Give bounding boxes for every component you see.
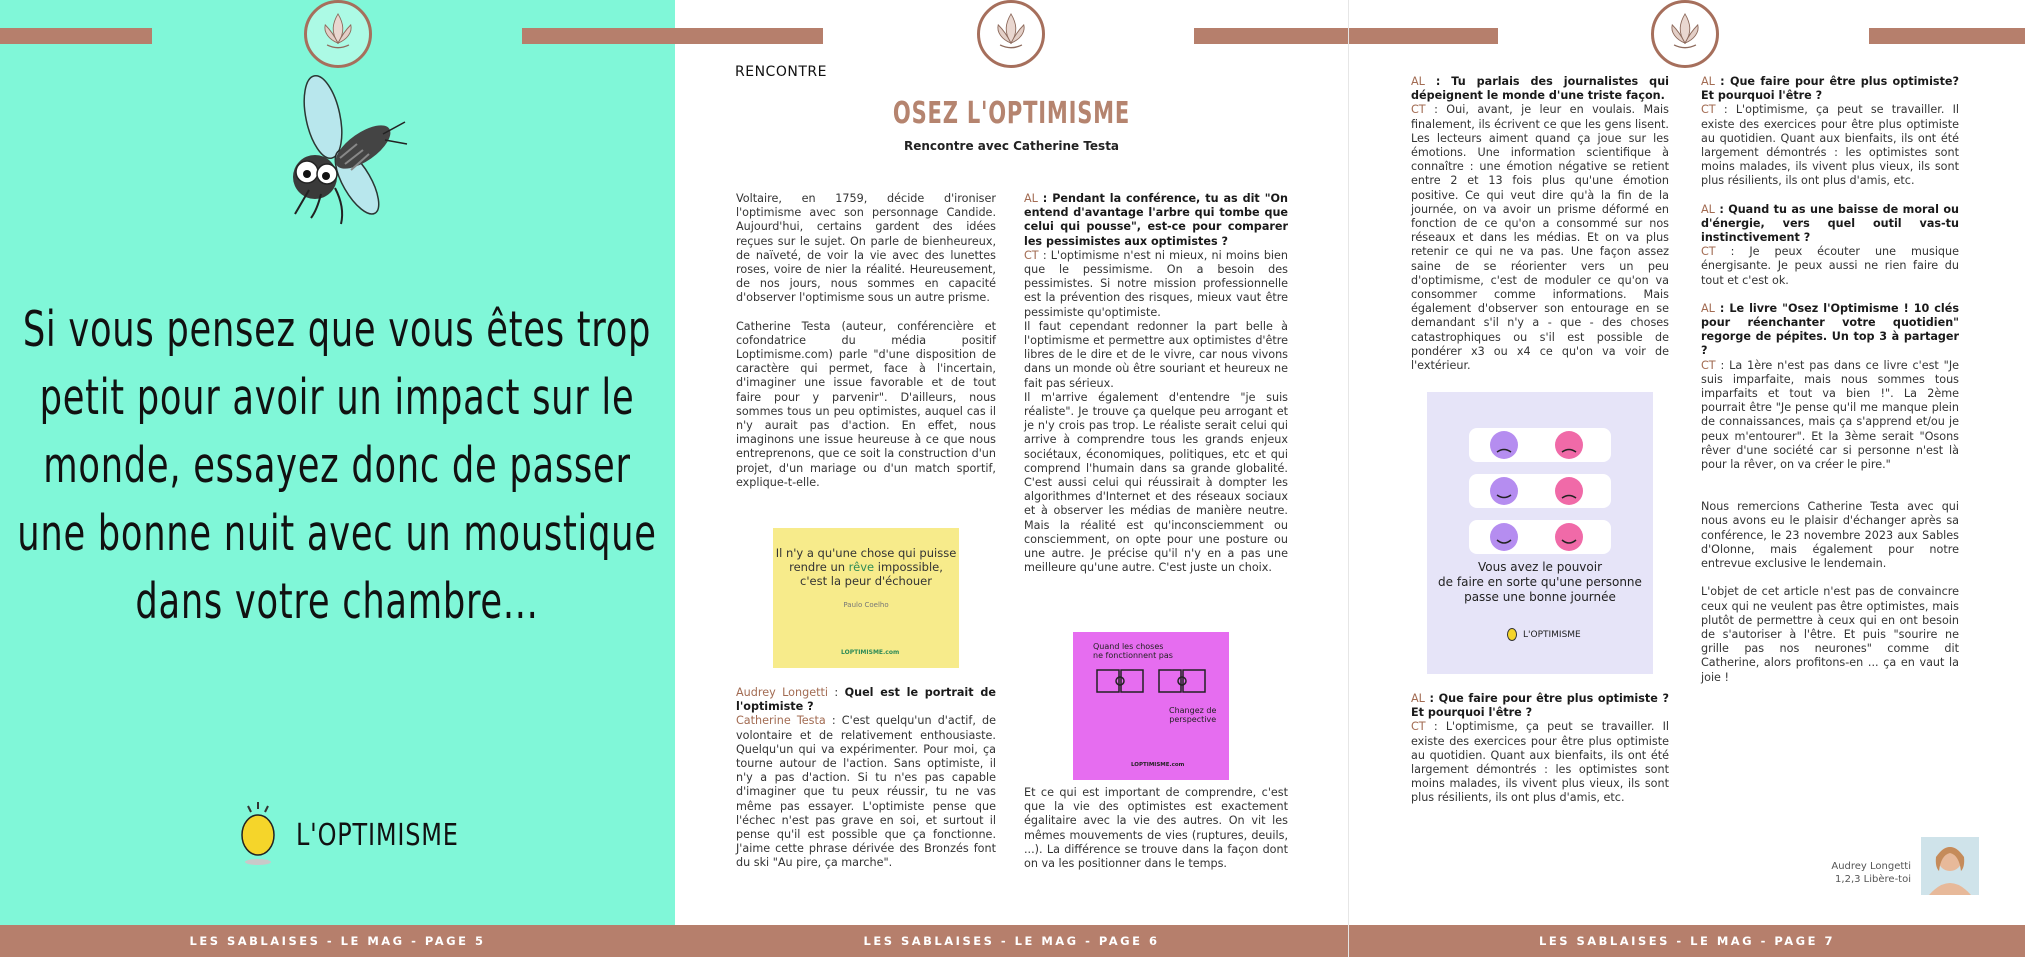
- card-line: passe une bonne journée: [1464, 590, 1616, 604]
- card-brand-lockup: [1507, 628, 1581, 641]
- answer: [736, 714, 996, 870]
- article-column-1: [736, 192, 996, 504]
- question-text: : Que faire pour être plus optimiste? Et pourquoi l'être ?: [1701, 75, 1959, 103]
- closing-paragraph: Nous remercions Catherine Testa avec qui nous avons eu le plaisir d'échanger après sa conférence, le 23 novembre 2023 aux Sables d'Olonne, mais également pour notre entrevue exclusive le lendemain.: [1701, 500, 1959, 571]
- card-line: Quand les choses: [1093, 642, 1164, 651]
- card-line: rendre un rêve impossible,: [789, 560, 943, 574]
- top-bar-right: [522, 28, 675, 44]
- page-footer: LES SABLAISES - LE MAG - PAGE 5: [0, 925, 675, 957]
- page-7: [1348, 0, 2025, 957]
- question-text: : Quand tu as une baisse de moral ou d'énergie, vers quel outil vas-tu instinctivement ?: [1701, 202, 1959, 245]
- top-bar-right: [1869, 28, 2025, 44]
- interviewer-tag: AL: [1024, 192, 1038, 205]
- card-brand: LOPTIMISME.com: [841, 649, 900, 656]
- article-column-2: [1024, 192, 1288, 589]
- interviewee-tag: Catherine Testa: [736, 714, 826, 728]
- card-brand: L'OPTIMISME: [1523, 629, 1581, 640]
- answer: [1701, 359, 1959, 473]
- interviewer-tag: AL: [1701, 202, 1715, 216]
- question: [1024, 192, 1288, 249]
- interviewee-tag: CT: [1411, 103, 1426, 117]
- lemon-icon: [1507, 628, 1517, 641]
- answer: [1701, 245, 1959, 288]
- page-6: [675, 0, 1348, 957]
- emoji-faces-icon: [1469, 428, 1611, 558]
- top-bar-right: [1194, 28, 1348, 44]
- section-rubric: RENCONTRE: [735, 64, 827, 80]
- card-line: ne fonctionnent pas: [1093, 651, 1173, 660]
- interviewee-tag: CT: [1024, 248, 1039, 262]
- page-5: [0, 0, 675, 957]
- quote-card-coelho: [773, 528, 959, 668]
- article-column-2: [1701, 75, 1959, 699]
- card-line: Il n'y a qu'une chose qui puisse: [775, 546, 957, 560]
- interviewer-tag: AL: [1411, 692, 1425, 705]
- article-column-1-qa: [1411, 692, 1669, 820]
- question: [1701, 203, 1959, 246]
- question-text: : Tu parlais des journalistes qui dépeignent le monde d'une triste façon.: [1411, 75, 1669, 103]
- card-line: de faire en sorte qu'une personne: [1438, 575, 1642, 589]
- lotus-icon: [307, 3, 369, 65]
- question: [1411, 75, 1669, 103]
- author-name: Audrey Longetti: [1831, 861, 1911, 872]
- puzzle-icon: [1095, 664, 1211, 704]
- article-column-1-qa: [736, 686, 996, 885]
- answer: [1024, 249, 1288, 320]
- author-photo: [1921, 837, 1979, 895]
- paragraph: Il m'arrive également d'entendre "je suis réaliste". Je trouve ça quelque peu arrogant et je n'y crois pas trop. Le réaliste serait celui qui arrive à comprendre tous les grands enjeux sociétaux, économiques, politiques, etc et qui comprend l'humain dans sa grande globalité. C'est aussi celui qui réussirait à dompter les algorithmes d'Internet et des réseaux sociaux et à observer les médias de manière neutre. Mais la réalité est qu'inconsciemment ou consciemment, on opte pour une posture ou une autre. Je précise qu'il n'y en a pas une meilleure qu'une autre. C'est juste un choix.: [1024, 390, 1288, 575]
- interviewer-tag: AL: [1701, 75, 1715, 88]
- article-column-2-end: [1024, 786, 1288, 885]
- answer: [1701, 103, 1959, 188]
- interviewee-tag: CT: [1701, 245, 1716, 259]
- brand-lockup: [240, 800, 499, 870]
- answer-text: : Oui, avant, je leur en voulais. Mais finalement, ils écrivent ce que les gens lisent. Les lecteurs aiment quand ça joue sur les émotions. Une information scientifique à connaître : une émotion négative se retient entre 2 et 13 fois plus qu'une émotion positive. Ce qui veut dire qu'à la fin de la journée, on va avoir un prisme déformé en fonction de ce qu'on a consommé sur nos réseaux et dans les médias. Et on va plus retenir ce qui ne va pas. Une façon assez saine de se réorienter vers un peu d'optimisme, c'est de moduler ce qu'on va consommer comme informations. Mais également d'observer son entourage en se demandant s'il n'y a - que - des choses catastrophiques ou s'il est possible de pondérer x3 ou x4 ce qu'on va voir de l'extérieur.: [1411, 103, 1669, 373]
- lotus-icon: [1654, 3, 1716, 65]
- top-bar-left: [1349, 28, 1498, 44]
- quote-card-emoji: [1427, 392, 1653, 674]
- answer-text: : C'est quelqu'un d'actif, de volontaire et de relativement enthousiaste. Quelqu'un qui va expérimenter. Pour moi, ça tourne autour de l'action. Sans optimiste, il n'y a pas d'action. Si tu n'es pas capable d'imaginer que tu peux réussir, tu ne vas même pas essayer. L'optimiste pense que l'échec n'est pas grave en soi, et surtout il pense qu'il est possible que ça fonctionne. J'aime cette phrase dérivée des Bronzés font du ski "Au pire, ça marche".: [736, 714, 997, 870]
- answer: [1411, 103, 1669, 373]
- interviewer-tag: AL: [1701, 301, 1715, 315]
- mosquito-illustration: [265, 62, 415, 232]
- magazine-logo: [1651, 0, 1719, 68]
- question: Audrey Longetti : Quel est le portrait de l'optimiste ?: [736, 686, 996, 714]
- answer-text: : L'optimisme n'est ni mieux, ni moins bien que le pessimisme. On a besoin des pessimistes. Si notre mission professionnelle est la prévention des risques, mieux vaut être pessimiste qu'optimiste.: [1024, 248, 1288, 319]
- top-bar-left: [0, 28, 152, 44]
- card-line: c'est la peur d'échouer: [800, 574, 932, 588]
- interviewer-tag: AL: [1411, 75, 1425, 88]
- lotus-icon: [980, 3, 1042, 65]
- page-quote: Si vous pensez que vous êtes trop petit pour avoir un impact sur le monde, essayez donc de passer une bonne nuit avec un moustique dans votre chambre...: [17, 301, 657, 630]
- card-highlight: rêve: [848, 560, 875, 574]
- question-text: : Que faire pour être plus optimiste ? Et pourquoi l'être ?: [1411, 692, 1669, 720]
- question-text: Quel est le portrait de l'optimiste ?: [736, 686, 996, 714]
- magazine-logo: [304, 0, 372, 68]
- paragraph: Et ce qui est important de comprendre, c'est que la vie des optimistes est exactement égalitaire avec la vie des autres. On vit les mêmes mouvements de vies (ruptures, deuils, ...). La différence se trouve dans la façon dont on va les positionner dans le temps.: [1024, 786, 1288, 871]
- paragraph: Il faut cependant redonner la part belle à l'optimisme et permettre aux optimistes d'être libres de le dire et de le vivre, car nous vivons dans un monde où être souriant et heureux ne fait pas sérieux.: [1024, 319, 1288, 390]
- question: [1411, 692, 1669, 720]
- intro-paragraph: Voltaire, en 1759, décide d'ironiser l'optimisme avec son personnage Candide. Aujourd'hui, certains gardent des idées reçues sur le sujet. On parle de bienheureux, de naïveté, de voir la vie avec des lunettes roses, voire de nier la réalité. Heureusement, de nos jours, nous sommes en capacité d'observer l'optimisme sous un autre prisme.: [736, 192, 996, 305]
- article-headline: OSEZ L'OPTIMISME: [892, 96, 1131, 131]
- brand-name: L'OPTIMISME: [296, 817, 459, 853]
- answer: [1411, 720, 1669, 805]
- intro-paragraph-2: Catherine Testa (auteur, conférencière et cofondatrice du média positif Loptimisme.com) parle "d'une disposition de caractère qui permet, face à l'incertain, d'imaginer une issue favorable et de tout faire pour y parvenir". D'ailleurs, nous sommes tous un peu optimistes, auquel cas il n'y aurait pas d'action. En effet, nous imaginons une issue heureuse à ce que nous entreprenons, que ce soit la construction d'un projet, d'un mariage ou d'un match sportif, explique-t-elle.: [736, 319, 996, 489]
- answer-text: : L'optimisme, ça peut se travailler. Il existe des exercices pour être plus optimiste au quotidien. Quant aux bienfaits, ils ont été largement démontrés : les optimistes sont moins malades, ils vivent plus vieux, ils sont plus résilients, ils ont plus d'amis, etc.: [1701, 103, 1959, 188]
- interviewee-tag: CT: [1411, 720, 1426, 734]
- card-line: Vous avez le pouvoir: [1477, 560, 1603, 574]
- closing-paragraph: L'objet de cet article n'est pas de convaincre ceux qui ne veulent pas être optimistes, mais plutôt de permettre à ceux qui en ont besoin de s'autoriser à l'être. Et puis "sourire ne grille pas nos neurones" comme dit Catherine, alors profitons-en ... ça en vaut la joie !: [1701, 585, 1959, 684]
- avatar: [1921, 837, 1979, 895]
- answer-text: : La 1ère n'est pas dans ce livre c'est "Je suis imparfaite, mais nous sommes tous imparfaits et tout va bien !". La 2ème pourrait être "Je pense qu'il me manque plein de connaissances, mais ça s'apprend et/ou je peux m'entourer". Et la 3ème serait "Osons rêver d'une société car si personne n'est là pour la rêver, on va créer le pire.": [1701, 358, 1959, 472]
- author-org: 1,2,3 Libère-toi: [1835, 874, 1911, 885]
- quote-card-perspective: [1073, 632, 1229, 780]
- card-author: Paulo Coelho: [843, 601, 889, 609]
- card-line: perspective: [1169, 715, 1217, 724]
- article-subtitle: Rencontre avec Catherine Testa: [903, 139, 1120, 153]
- author-signature: [1789, 860, 1911, 886]
- question-text: : Le livre "Osez l'Optimisme ! 10 clés pour réenchanter votre quotidien" regorge de pépites. Un top 3 à partager ?: [1701, 301, 1959, 358]
- card-brand: LOPTIMISME.com: [1131, 762, 1185, 768]
- magazine-logo: [977, 0, 1045, 68]
- answer-text: : Je peux écouter une musique énergisante. Je peux aussi ne rien faire du tout et c'est ok.: [1701, 245, 1959, 287]
- answer-text: : L'optimisme, ça peut se travailler. Il existe des exercices pour être plus optimiste au quotidien. Quant aux bienfaits, ils ont été largement démontrés : les optimistes sont moins malades, ils vivent plus vieux, ils sont plus résilients, ils ont plus d'amis, etc.: [1411, 720, 1669, 805]
- top-bar-left: [675, 28, 823, 44]
- question: [1701, 302, 1959, 359]
- interviewer-tag: Audrey Longetti: [736, 686, 828, 699]
- lemon-icon: [240, 800, 276, 870]
- interviewee-tag: CT: [1701, 358, 1716, 372]
- interviewee-tag: CT: [1701, 103, 1716, 117]
- question: [1701, 75, 1959, 103]
- question-text: : Pendant la conférence, tu as dit "On entend d'avantage l'arbre qui tombe que celui qui pousse", est-ce pour comparer les pessimistes aux optimistes ?: [1024, 192, 1288, 248]
- card-line: Changez de: [1169, 706, 1217, 715]
- page-footer: LES SABLAISES - LE MAG - PAGE 7: [1349, 925, 2025, 957]
- article-column-1: [1411, 75, 1669, 387]
- page-footer: LES SABLAISES - LE MAG - PAGE 6: [675, 925, 1348, 957]
